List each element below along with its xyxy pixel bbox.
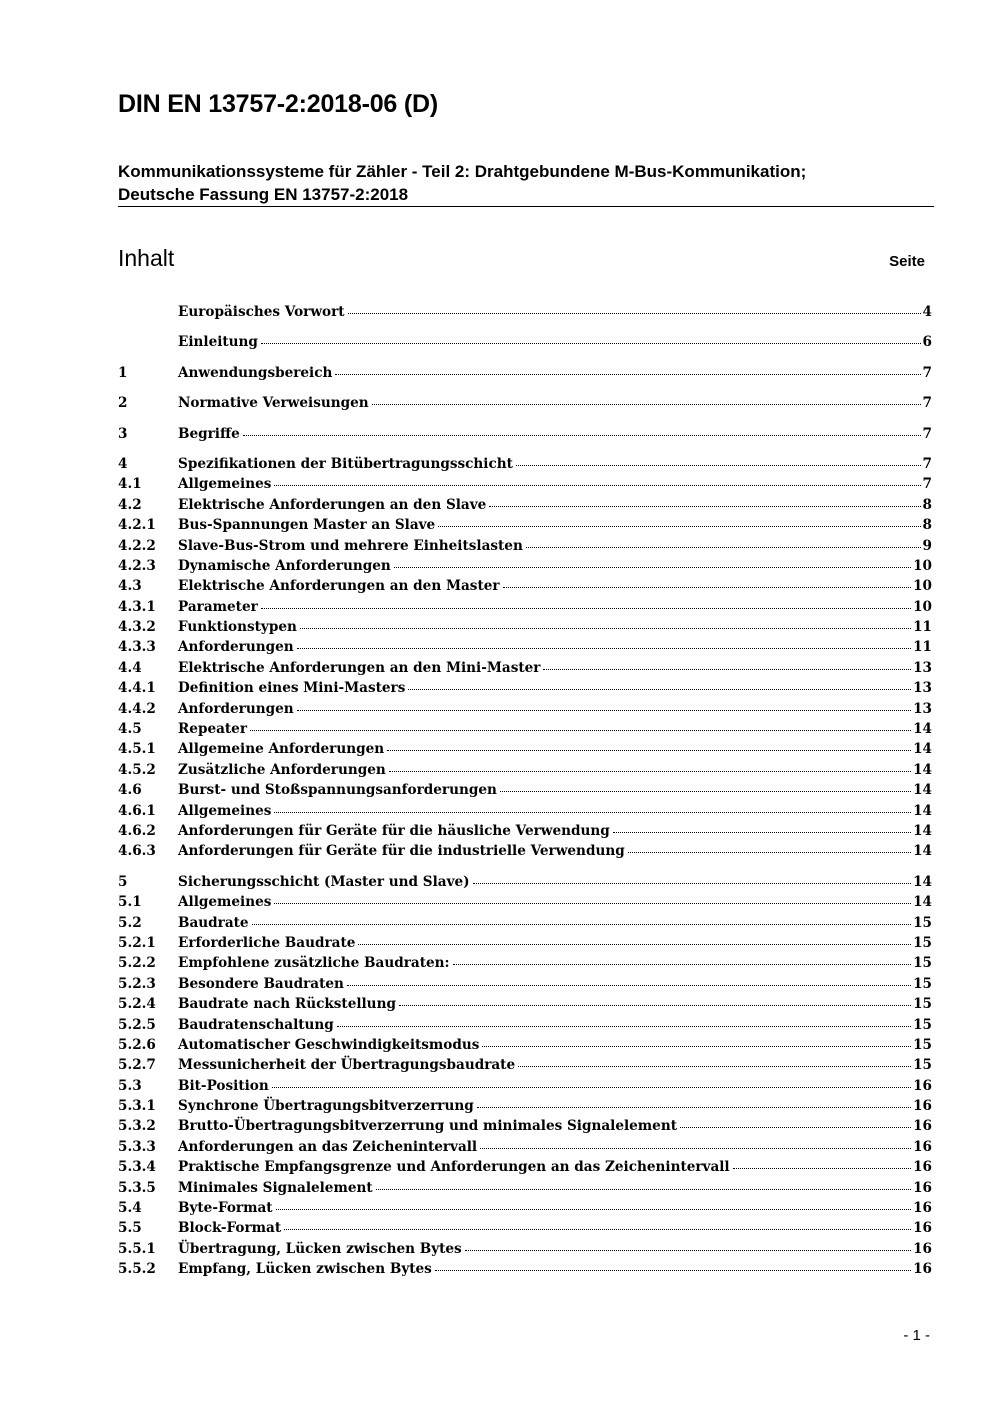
toc-entry-title: Block-Format [178,1220,282,1237]
toc-entry[interactable] [118,1178,932,1198]
toc-entry-page: 11 [913,619,932,636]
toc-entry-page: 15 [913,955,932,972]
toc-entry-title: Normative Verweisungen [178,395,369,412]
toc-entry-number: 4.5.2 [118,761,156,778]
toc-dot-leader [284,1228,911,1230]
title-divider [118,206,934,207]
toc-entry-page: 14 [913,782,932,799]
toc-entry-page: 15 [913,1036,932,1053]
toc-entry[interactable] [118,974,932,994]
table-of-contents [118,302,932,1280]
toc-entry[interactable] [118,801,932,821]
toc-entry-page: 15 [913,934,932,951]
toc-entry-title: Messunicherheit der Übertragungsbaudrate [178,1057,516,1074]
toc-entry-title: Empfohlene zusätzliche Baudraten: [178,955,450,972]
toc-entry-title: Parameter [178,598,258,615]
toc-entry-number: 5.2.4 [118,996,156,1013]
toc-entry-number: 4.6.3 [118,843,156,860]
toc-entry-page: 16 [913,1220,932,1237]
toc-dot-leader [399,1004,911,1006]
toc-entry-title: Baudratenschaltung [178,1016,334,1033]
toc-dot-leader [680,1126,911,1128]
page-number: - 1 - [903,1327,930,1344]
toc-entry-page: 15 [913,914,932,931]
toc-dot-leader [297,709,911,711]
toc-entry[interactable] [118,1116,932,1136]
toc-entry[interactable] [118,841,932,861]
toc-entry-title: Anforderungen für Geräte für die industrielle Verwendung [178,843,625,860]
toc-entry-title: Sicherungsschicht (Master und Slave) [178,873,470,890]
toc-dot-leader [297,647,911,649]
toc-dot-leader [274,811,911,813]
toc-entry-title: Burst- und Stoßspannungsanforderungen [178,782,497,799]
toc-dot-leader [261,342,921,344]
toc-entry[interactable] [118,1076,932,1096]
toc-entry-page: 14 [913,721,932,738]
toc-entry-number: 5.5 [118,1220,142,1237]
toc-dot-leader [628,851,911,853]
toc-entry-title: Elektrische Anforderungen an den Mini-Master [178,659,541,676]
toc-entry[interactable] [118,515,932,535]
toc-entry-number: 4.5.1 [118,741,156,758]
toc-entry-number: 5.3.3 [118,1138,156,1155]
toc-entry[interactable] [118,1157,932,1177]
toc-entry[interactable] [118,699,932,719]
toc-dot-leader [489,505,920,507]
toc-dot-leader [543,668,911,670]
subtitle-line-1: Kommunikationssysteme für Zähler - Teil 2: Drahtgebundene M-Bus-Kommunikation; [118,162,807,181]
toc-entry-page: 14 [913,741,932,758]
toc-entry-page: 13 [913,659,932,676]
toc-entry[interactable] [118,1198,932,1218]
toc-entry-title: Synchrone Übertragungsbitverzerrung [178,1098,474,1115]
toc-dot-leader [335,373,920,375]
toc-entry-title: Allgemeines [178,894,272,911]
toc-entry-title: Zusätzliche Anforderungen [178,761,386,778]
toc-entry-title: Anforderungen an das Zeichenintervall [178,1138,478,1155]
toc-entry-page: 16 [913,1077,932,1094]
toc-entry-title: Bus-Spannungen Master an Slave [178,517,436,534]
toc-entry-title: Empfang, Lücken zwischen Bytes [178,1261,432,1278]
toc-entry-number: 5.3.2 [118,1118,156,1135]
toc-entry-title: Besondere Baudraten [178,975,344,992]
toc-entry-page: 7 [922,364,932,381]
toc-entry-number: 4.4.1 [118,680,156,697]
toc-entry-page: 16 [913,1179,932,1196]
toc-entry-page: 14 [913,843,932,860]
toc-entry-page: 14 [913,802,932,819]
toc-entry-number: 1 [118,364,128,381]
toc-entry[interactable] [118,821,932,841]
toc-entry-title: Erforderliche Baudrate [178,934,356,951]
toc-entry-page: 15 [913,1057,932,1074]
toc-dot-leader [348,312,921,314]
toc-heading: Inhalt [118,245,175,271]
toc-entry-page: 10 [913,598,932,615]
toc-entry[interactable] [118,1259,932,1279]
toc-entry-title: Slave-Bus-Strom und mehrere Einheitslasten [178,537,523,554]
toc-dot-leader [516,464,921,466]
toc-entry[interactable] [118,719,932,739]
toc-entry[interactable] [118,780,932,800]
toc-entry-page: 16 [913,1261,932,1278]
toc-entry-title: Elektrische Anforderungen an den Slave [178,496,487,513]
toc-entry-number: 4.1 [118,476,142,493]
toc-entry-title: Allgemeines [178,802,272,819]
toc-entry-number: 5.3.1 [118,1098,156,1115]
toc-entry-number: 4.4 [118,659,142,676]
toc-entry[interactable] [118,495,932,515]
toc-dot-leader [394,566,911,568]
toc-entry[interactable] [118,1239,932,1259]
toc-entry-title: Anforderungen [178,700,294,717]
toc-entry[interactable] [118,454,932,474]
toc-entry-title: Allgemeine Anforderungen [178,741,385,758]
toc-entry-number: 4.5 [118,721,142,738]
toc-entry[interactable] [118,953,932,973]
toc-entry[interactable] [118,1055,932,1075]
toc-entry-number: 4.3.2 [118,619,156,636]
toc-entry-number: 4.6.2 [118,822,156,839]
toc-entry-number: 4.2 [118,496,142,513]
toc-entry-page: 7 [922,455,932,472]
toc-entry-number: 4.3.1 [118,598,156,615]
toc-entry-title: Dynamische Anforderungen [178,557,391,574]
toc-entry-page: 16 [913,1098,932,1115]
document-title: DIN EN 13757-2:2018-06 (D) [118,90,438,118]
toc-entry[interactable] [118,1137,932,1157]
subtitle-line-2: Deutsche Fassung EN 13757-2:2018 [118,185,409,204]
toc-entry-title: Allgemeines [178,476,272,493]
toc-entry[interactable] [118,637,932,657]
toc-entry-page: 7 [922,395,932,412]
toc-entry-number: 5.3.4 [118,1159,156,1176]
toc-entry-page: 13 [913,680,932,697]
toc-dot-leader [613,831,911,833]
toc-entry[interactable] [118,536,932,556]
page-column-label: Seite [889,253,925,270]
toc-entry-title: Europäisches Vorwort [178,304,345,320]
toc-entry-number: 5.2.5 [118,1016,156,1033]
toc-dot-leader [389,770,911,772]
toc-dot-leader [438,525,920,527]
toc-entry-title: Baudrate nach Rückstellung [178,996,396,1013]
toc-entry-title: Repeater [178,721,247,738]
toc-entry-title: Einleitung [178,334,258,351]
toc-dot-leader [276,1208,912,1210]
toc-entry[interactable] [118,994,932,1014]
toc-entry[interactable] [118,1096,932,1116]
toc-entry[interactable] [118,678,932,698]
toc-entry-number: 5.5.1 [118,1240,156,1257]
toc-entry-title: Minimales Signalelement [178,1179,373,1196]
toc-entry-page: 11 [913,639,932,656]
toc-dot-leader [347,984,911,986]
toc-entry-title: Byte-Format [178,1200,273,1217]
toc-entry[interactable] [118,1218,932,1238]
toc-dot-leader [261,607,911,609]
toc-entry[interactable] [118,556,932,576]
toc-dot-leader [473,882,912,884]
toc-entry-page: 10 [913,557,932,574]
toc-entry-number: 5.3 [118,1077,142,1094]
toc-entry-number: 4.3 [118,578,142,595]
toc-dot-leader [526,546,921,548]
toc-entry-title: Übertragung, Lücken zwischen Bytes [178,1240,462,1257]
toc-dot-leader [252,923,911,925]
toc-dot-leader [272,1086,911,1088]
toc-entry-page: 16 [913,1159,932,1176]
toc-dot-leader [300,627,911,629]
toc-entry[interactable] [118,892,932,912]
toc-entry-title: Baudrate [178,914,249,931]
toc-dot-leader [477,1106,911,1108]
toc-entry-page: 16 [913,1200,932,1217]
toc-entry-number: 5.2.7 [118,1057,156,1074]
toc-entry-number: 4.2.3 [118,557,156,574]
toc-entry[interactable] [118,872,932,892]
toc-entry-number: 5.2.3 [118,975,156,992]
toc-dot-leader [500,790,911,792]
toc-entry-title: Praktische Empfangsgrenze und Anforderungen an das Zeichenintervall [178,1159,730,1176]
toc-entry-page: 15 [913,1016,932,1033]
toc-entry-number: 5 [118,873,128,890]
toc-entry-page: 8 [922,517,932,534]
toc-entry-title: Begriffe [178,425,240,442]
toc-entry-page: 13 [913,700,932,717]
toc-dot-leader [453,963,912,965]
toc-entry[interactable] [118,576,932,596]
toc-dot-leader [376,1188,911,1190]
toc-entry-title: Definition eines Mini-Masters [178,680,406,697]
toc-dot-leader [435,1269,911,1271]
toc-dot-leader [503,586,912,588]
toc-entry-number: 4.4.2 [118,700,156,717]
toc-dot-leader [358,943,911,945]
toc-entry-number: 5.2.2 [118,955,156,972]
toc-dot-leader [250,729,911,731]
toc-entry-title: Bit-Position [178,1077,269,1094]
toc-entry[interactable] [118,658,932,678]
toc-entry[interactable] [118,933,932,953]
toc-entry-number: 5.4 [118,1200,142,1217]
toc-entry-number: 4.2.1 [118,517,156,534]
toc-entry-number: 4 [118,455,128,472]
toc-entry-title: Funktionstypen [178,619,297,636]
toc-entry-page: 9 [922,537,932,554]
toc-entry-page: 14 [913,822,932,839]
toc-entry[interactable] [118,913,932,933]
toc-entry-page: 4 [922,304,932,320]
toc-entry-number: 5.2.1 [118,934,156,951]
toc-entry-number: 4.6 [118,782,142,799]
toc-entry[interactable] [118,597,932,617]
toc-dot-leader [465,1249,911,1251]
toc-entry[interactable] [118,363,932,383]
toc-dot-leader [482,1045,911,1047]
toc-dot-leader [337,1025,911,1027]
toc-dot-leader [243,434,921,436]
toc-entry-page: 15 [913,975,932,992]
toc-dot-leader [372,403,921,405]
toc-entry[interactable] [118,424,932,444]
toc-entry-number: 5.5.2 [118,1261,156,1278]
toc-dot-leader [387,749,911,751]
toc-entry-page: 7 [922,476,932,493]
toc-entry-title: Automatischer Geschwindigkeitsmodus [178,1036,480,1053]
toc-entry-number: 5.2.6 [118,1036,156,1053]
toc-entry-page: 16 [913,1240,932,1257]
toc-entry-page: 7 [922,425,932,442]
toc-entry-number: 5.2 [118,914,142,931]
toc-entry-page: 14 [913,761,932,778]
toc-entry-title: Spezifikationen der Bitübertragungsschicht [178,455,513,472]
toc-entry-page: 14 [913,873,932,890]
toc-dot-leader [274,902,911,904]
toc-entry-number: 5.3.5 [118,1179,156,1196]
toc-entry[interactable] [118,302,932,322]
toc-dot-leader [274,484,920,486]
toc-dot-leader [408,688,911,690]
toc-dot-leader [480,1147,911,1149]
toc-entry[interactable] [118,760,932,780]
toc-entry-page: 10 [913,578,932,595]
toc-entry[interactable] [118,332,932,352]
toc-entry-title: Elektrische Anforderungen an den Master [178,578,500,595]
toc-entry[interactable] [118,617,932,637]
toc-entry-title: Brutto-Übertragungsbitverzerrung und minimales Signalelement [178,1118,677,1135]
toc-entry-page: 14 [913,894,932,911]
toc-entry[interactable] [118,474,932,494]
toc-entry-page: 6 [922,334,932,351]
toc-entry-page: 16 [913,1138,932,1155]
toc-entry[interactable] [118,1035,932,1055]
toc-entry-title: Anforderungen für Geräte für die häusliche Verwendung [178,822,610,839]
toc-entry[interactable] [118,739,932,759]
toc-entry-number: 4.6.1 [118,802,156,819]
toc-dot-leader [518,1065,911,1067]
toc-entry-title: Anforderungen [178,639,294,656]
toc-entry[interactable] [118,1015,932,1035]
toc-entry-number: 5.1 [118,894,142,911]
document-subtitle [118,160,938,206]
toc-entry-number: 2 [118,395,128,412]
toc-dot-leader [733,1167,911,1169]
toc-entry-title: Anwendungsbereich [178,364,333,381]
toc-entry-number: 3 [118,425,128,442]
toc-entry-page: 15 [913,996,932,1013]
toc-entry[interactable] [118,393,932,413]
toc-entry-number: 4.3.3 [118,639,156,656]
toc-entry-page: 8 [922,496,932,513]
toc-entry-page: 16 [913,1118,932,1135]
toc-entry-number: 4.2.2 [118,537,156,554]
